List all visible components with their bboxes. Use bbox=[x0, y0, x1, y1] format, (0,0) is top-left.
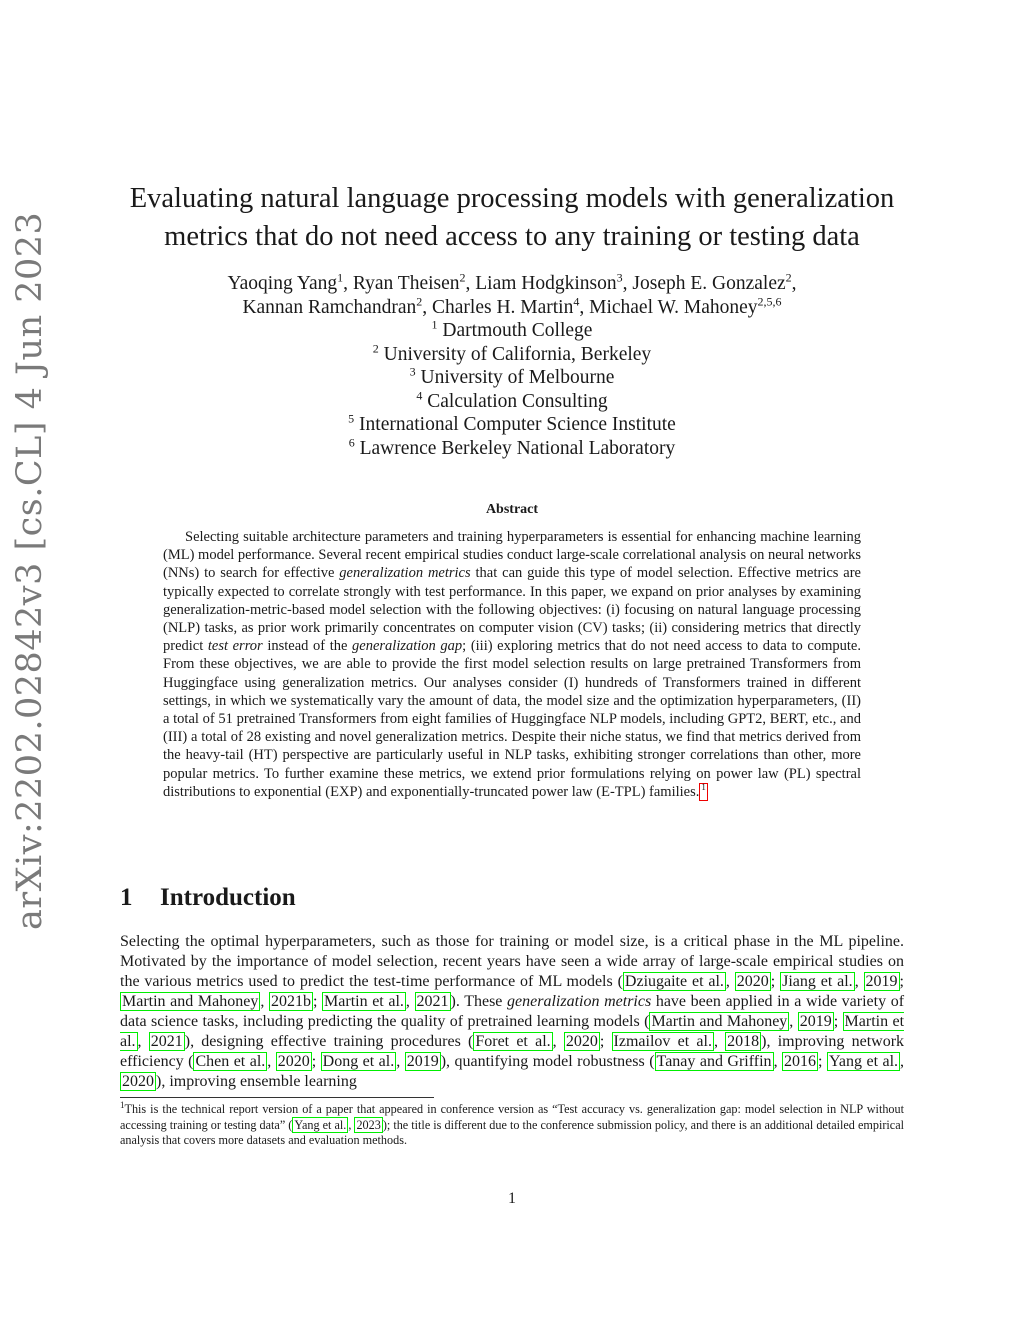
citation-link[interactable]: Jiang et al. bbox=[782, 973, 853, 990]
intro-text: ), improving ensemble learning bbox=[156, 1073, 357, 1090]
affiliation-number: 1 bbox=[431, 317, 438, 332]
affiliation-name: University of Melbourne bbox=[420, 367, 615, 388]
abstract-text-part: that can guide this type of model selection. Effective metrics are typically expected to correlate strongly with test performance. In this paper, we expand on prior analyses by examining generalization-metric-based model selection with the following objectives: (i) focusing on natural language processing (NLP) tasks, as prior work primarily concentrates on computer vision (CV) tasks; (ii) considering metrics that directly predict bbox=[163, 565, 861, 655]
intro-emphasis: generalization metrics bbox=[507, 993, 652, 1010]
affiliation-number: 4 bbox=[416, 388, 423, 402]
footnote: $^1$This is the technical report version of a paper that appeared in conference version as “Test accuracy vs. generalization gap: model selection in NLP without accessing training or testing data” ( Yang et al. , 2023 ); the title is different due to the conference submission policy, and there is an additional detailed empirical analysis that covers more datasets and evaluation methods. bbox=[120, 1099, 904, 1147]
author-affiliation-mark: 3 bbox=[616, 270, 623, 285]
affiliation bbox=[100, 390, 924, 414]
footnote-number: 1 bbox=[120, 1099, 125, 1110]
page-number: 1 bbox=[508, 1190, 516, 1207]
intro-text: ), quantifying model robustness ( bbox=[440, 1053, 655, 1070]
citation-link[interactable]: 2019 bbox=[865, 973, 898, 990]
intro-text: ), improving network efficiency ( bbox=[120, 1033, 905, 1070]
citation-link[interactable]: 2020 bbox=[122, 1073, 154, 1090]
section-heading-introduction bbox=[120, 884, 296, 912]
author-name: Michael W. Mahoney bbox=[589, 296, 758, 318]
affiliation-name: Dartmouth College bbox=[442, 320, 593, 341]
affiliation-name: Calculation Consulting bbox=[427, 390, 608, 412]
author-affiliation-mark: 2 bbox=[416, 294, 423, 308]
author-block bbox=[100, 272, 924, 460]
author-affiliation-mark: 2,5,6 bbox=[757, 294, 782, 308]
citation-link[interactable]: Tanay and Griffin bbox=[656, 1053, 772, 1070]
intro-text: have been applied in a wide variety of data science tasks, including predicting the quality of pretrained learning models ( bbox=[120, 993, 905, 1030]
affiliation-number: 5 bbox=[348, 411, 355, 426]
citation-link[interactable]: Martin et al. bbox=[120, 1013, 905, 1050]
title-line-1: Evaluating natural language processing models with generalization bbox=[129, 183, 895, 214]
citation-link[interactable]: Martin et al. bbox=[324, 993, 404, 1010]
author-name: Ryan Theisen bbox=[352, 273, 460, 294]
abstract-emphasis: generalization gap bbox=[352, 638, 463, 655]
citation-link[interactable]: 2020 bbox=[736, 973, 769, 990]
citation-link[interactable]: Yang et al. bbox=[294, 1117, 347, 1132]
affiliation-name: University of California, Berkeley bbox=[383, 343, 652, 365]
citation-link[interactable]: 2019 bbox=[799, 1013, 832, 1030]
footnote-divider bbox=[120, 1097, 434, 1098]
footnote-text: ); the title is different due to the conference submission policy, and there is an additional detailed empirical analysis that covers more datasets and evaluation methods. bbox=[120, 1117, 904, 1147]
title-line-2: metrics that do not need access to any training or testing data bbox=[164, 221, 860, 252]
author-name: Liam Hodgkinson bbox=[475, 273, 617, 294]
affiliation-number: 3 bbox=[409, 364, 416, 379]
intro-text: ), designing effective training procedures ( bbox=[184, 1033, 474, 1050]
author-name: Charles H. Martin bbox=[432, 296, 574, 318]
footnote-mark: 1 bbox=[701, 782, 706, 793]
abstract-text-part: instead of the bbox=[262, 638, 353, 655]
author-name: Joseph E. Gonzalez bbox=[632, 273, 786, 294]
abstract-text-part: ; (iii) exploring metrics that do not need access to data to compute. From these objectives, we are able to provide the first model selection results on large pretrained Transformers from Huggingface using generalization metrics. Our analyses consider (I) hundreds of Transformers trained in different settings, in which we systematically vary the amount of data, the model size and the optimization hyperparameters, (II) a total of 51 pretrained Transformers from eight families of Huggingface NLP models, including GPT2, BERT, etc., and (III) a total of 28 existing and novel generalization metrics. Despite their niche status, we find that metrics derived from the heavy-tail (HT) perspective are particularly useful in NLP tasks, exhibiting stronger correlations than other, more popular metrics. To further examine these metrics, we extend prior formulations relying on power law (PL) spectral distributions to exponential (EXP) and exponentially-truncated power law (E-TPL) families. bbox=[163, 638, 861, 800]
author-affiliation-mark: 1 bbox=[337, 270, 344, 285]
intro-text: Selecting the optimal hyperparameters, such as those for training or model size, is a critical phase in the ML pipeline. Motivated by the importance of model selection, recent years have seen a wide array of large-scale empirical studies on the various metrics used to predict the test-time performance of ML models ( bbox=[120, 933, 904, 990]
citation-link[interactable]: Dong et al. bbox=[322, 1053, 395, 1070]
citation-link[interactable]: 2021 bbox=[150, 1033, 183, 1050]
paper-title bbox=[100, 180, 924, 256]
introduction-paragraph: Selecting the optimal hyperparameters, such as those for training or model size, is a critical phase in the ML pipeline. Motivated by the importance of model selection, recent years have seen a wide array of large-scale empirical studies on the various metrics used to predict the test-time performance of ML models ( Dziugaite et al. , 2020 ; Jiang et al. , 2019 ; Martin and Mahoney , 2021b ; Martin et al. , 2021 ). These generalization metrics have been applied in a wide variety of data science tasks, including predicting the quality of pretrained learning models ( Martin and Mahoney , 2019 ; Martin et al. , 2021 ), designing effective training procedures ( Foret et al. , 2020 ; Izmailov et al. , 2018 ), improving network efficiency ( Chen et al. , 2020 ; Dong et al. , 2019 ), quantifying model robustness ( Tanay and Griffin , 2016 ; Yang et al. , 2020 ), improving ensemble learning bbox=[120, 933, 905, 1090]
affiliation bbox=[100, 366, 924, 390]
author-affiliation-mark: 4 bbox=[573, 294, 580, 308]
citation-link[interactable]: 2021 bbox=[416, 993, 449, 1010]
section-title: Introduction bbox=[160, 884, 296, 911]
author-line-2: Kannan Ramchandran$^2$, Charles H. Martin$^4$, Michael W. Mahoney$^{2,5,6}$ bbox=[242, 294, 782, 318]
section-number: 1 bbox=[120, 884, 133, 911]
abstract-heading: Abstract bbox=[485, 502, 539, 517]
abstract-emphasis: test error bbox=[207, 638, 263, 655]
affiliation-name: International Computer Science Institute bbox=[359, 414, 676, 435]
citation-link[interactable]: 2020 bbox=[565, 1033, 598, 1050]
affiliation-name: Lawrence Berkeley National Laboratory bbox=[359, 437, 676, 459]
citation-link[interactable]: 2020 bbox=[277, 1053, 310, 1070]
citation-link[interactable]: Yang et al. bbox=[828, 1053, 899, 1070]
author-affiliation-mark: 2 bbox=[785, 270, 792, 285]
abstract-text-part: Selecting suitable architecture parameters and training hyperparameters is essential for enhancing machine learning (ML) model performance. Several recent empirical studies conduct large-scale correlational analysis on neural networks (NNs) to search for effective bbox=[163, 529, 861, 582]
author-affiliation-mark: 2 bbox=[459, 270, 466, 285]
abstract-emphasis: generalization metrics bbox=[339, 565, 471, 582]
citation-link[interactable]: Dziugaite et al. bbox=[624, 973, 724, 990]
citation-link[interactable]: 2016 bbox=[784, 1053, 817, 1070]
author-line-1: Yaoqing Yang$^1$, Ryan Theisen$^2$, Liam Hodgkinson$^3$, Joseph E. Gonzalez$^2$, bbox=[227, 270, 797, 294]
citation-link[interactable]: 2019 bbox=[406, 1053, 439, 1070]
citation-link[interactable]: 2021b bbox=[270, 993, 311, 1010]
affiliation-number: 2 bbox=[372, 341, 379, 355]
intro-text: ). These bbox=[450, 993, 508, 1010]
affiliation bbox=[100, 437, 924, 461]
citation-link[interactable]: Martin and Mahoney bbox=[651, 1013, 788, 1030]
footnote-text: This is the technical report version of a paper that appeared in conference version as “Test accuracy vs. generalization gap: model selection in NLP without accessing training or testing data” ( bbox=[120, 1102, 904, 1132]
affiliation-number: 6 bbox=[348, 435, 355, 449]
footnote-link[interactable] bbox=[699, 783, 708, 801]
author-name: Yaoqing Yang bbox=[227, 273, 338, 294]
citation-link[interactable]: 2023 bbox=[356, 1117, 381, 1132]
arxiv-identifier: arXiv:2202.02842v3 [cs.CL] 4 Jun 2023 bbox=[10, 211, 50, 930]
affiliation bbox=[100, 319, 924, 343]
citation-link[interactable]: Foret et al. bbox=[475, 1033, 551, 1050]
affiliation bbox=[100, 413, 924, 437]
affiliation bbox=[100, 343, 924, 367]
citation-link[interactable]: Martin and Mahoney bbox=[122, 993, 259, 1010]
citation-link[interactable]: Chen et al. bbox=[195, 1053, 266, 1070]
abstract-text bbox=[163, 528, 861, 801]
citation-link[interactable]: Izmailov et al. bbox=[613, 1033, 712, 1050]
author-name: Kannan Ramchandran bbox=[242, 296, 417, 318]
citation-link[interactable]: 2018 bbox=[727, 1033, 760, 1050]
